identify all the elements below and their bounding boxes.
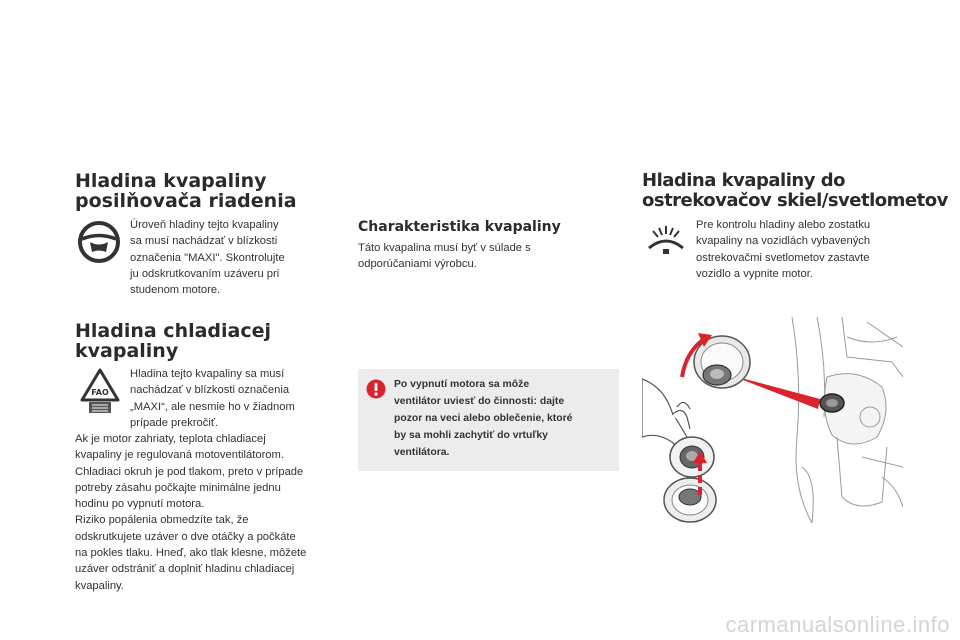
characteristics-title: Charakteristika kvapaliny <box>358 219 561 235</box>
exclamation-icon <box>366 379 386 399</box>
coolant-title-line1: Hladina chladiacej <box>75 320 272 342</box>
warning-text-line: by sa mohli zachytiť do vrtuľky <box>394 430 548 441</box>
steering-text-line: studenom motore. <box>130 284 221 297</box>
fan-warning-text <box>394 376 614 461</box>
coolant-text-line: „MAXI“, ale nesmie ho v žiadnom <box>130 400 295 413</box>
steering-text-line: sa musí nachádzať v blízkosti <box>130 235 278 248</box>
washer-text-line: kvapaliny na vozidlách vybavených <box>696 235 871 248</box>
steering-fluid-text <box>130 217 330 298</box>
steering-text-line: Úroveň hladiny tejto kvapaliny <box>130 219 279 231</box>
coolant-full-line: odskrutkujete uzáver o dve otáčky a počkáte <box>75 530 296 543</box>
coolant-full-line: Riziko popálenia obmedzíte tak, že <box>75 514 249 527</box>
washer-fluid-text <box>696 217 906 282</box>
warning-text-line: ventilátor uviesť do činnosti: dajte <box>394 396 565 407</box>
coolant-text-full <box>75 431 350 594</box>
washer-reservoir-illustration <box>642 317 903 523</box>
coolant-full-line: Chladiaci okruh je pod tlakom, preto v prípade <box>75 465 304 478</box>
washer-title-line1: Hladina kvapaliny do <box>642 170 845 191</box>
washer-text-line: ostrekovačmi svetlometov zastavte <box>696 251 870 264</box>
warning-text-line: Po vypnutí motora sa môže <box>394 379 530 390</box>
coolant-title-line2: kvapaliny <box>75 340 179 362</box>
coolant-text-line: Hladina tejto kvapaliny sa musí <box>130 368 285 380</box>
steering-wheel-icon <box>77 220 121 264</box>
characteristics-text <box>358 240 598 273</box>
coolant-full-line: Ak je motor zahriaty, teplota chladiacej <box>75 433 266 445</box>
coolant-full-line: na pokles tlaku. Hneď, ako tlak klesne, môžete <box>75 547 307 560</box>
coolant-text-line: nachádzať v blízkosti označenia <box>130 384 290 397</box>
characteristics-text-line: odporúčaniami výrobcu. <box>358 258 477 271</box>
warning-text-line: ventilátora. <box>394 447 450 458</box>
windscreen-washer-icon <box>646 222 686 256</box>
coolant-warning-icon <box>80 368 120 414</box>
steering-fluid-title-line2: posilňovača riadenia <box>75 190 297 212</box>
coolant-icon-label: FAO <box>91 388 109 397</box>
washer-title-line2: ostrekovačov skiel/svetlometov <box>642 190 948 211</box>
washer-fluid-title <box>642 171 948 211</box>
coolant-full-line: hodinu po vypnutí motora. <box>75 498 205 511</box>
reservoir-drawing <box>642 317 903 523</box>
steering-text-line: ju odskrutkovaním uzáveru pri <box>130 267 280 280</box>
fan-warning-box <box>358 369 619 471</box>
coolant-full-line: uzáver odstrániť a doplniť hladinu chladiacej <box>75 563 295 576</box>
characteristics-text-line: Táto kvapalina musí byť v súlade s <box>358 242 531 254</box>
coolant-text-line: prípade prekročiť. <box>130 416 219 429</box>
coolant-title <box>75 321 271 361</box>
coolant-full-line: kvapaliny je regulovaná motoventilátorom. <box>75 449 284 462</box>
coolant-full-line: potreby zásahu počkajte minimálne jednu <box>75 481 281 494</box>
steering-fluid-title <box>75 171 297 211</box>
washer-text-line: vozidlo a vypnite motor. <box>696 267 813 280</box>
warning-text-line: pozor na veci alebo oblečenie, ktoré <box>394 413 573 424</box>
steering-text-line: označenia "MAXI". Skontrolujte <box>130 251 285 264</box>
coolant-text-indented <box>130 366 340 431</box>
coolant-full-line: kvapaliny. <box>75 579 124 592</box>
watermark: carmanualsonline.info <box>725 612 950 637</box>
washer-text-line: Pre kontrolu hladiny alebo zostatku <box>696 219 871 231</box>
steering-fluid-title-line1: Hladina kvapaliny <box>75 170 267 192</box>
